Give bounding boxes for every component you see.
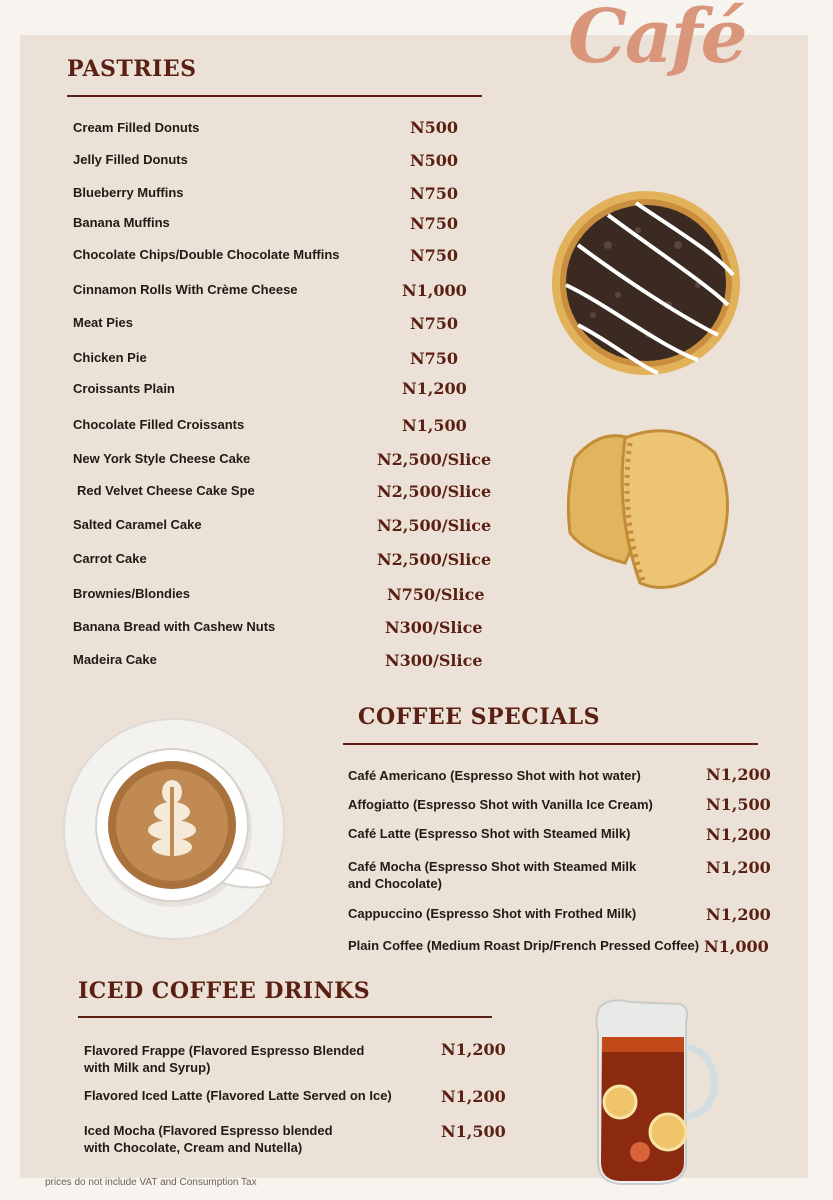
pastry-price: N750 <box>410 184 459 203</box>
iced-rule <box>78 1016 492 1018</box>
pastry-name: Red Velvet Cheese Cake Spe <box>77 483 255 498</box>
meat-pie-image <box>565 423 735 595</box>
pastries-title: PASTRIES <box>67 56 197 82</box>
iced-name: Flavored Frappe (Flavored Espresso Blended with Milk and Syrup) <box>84 1043 365 1075</box>
pastry-name: New York Style Cheese Cake <box>73 451 251 466</box>
coffee-rule <box>343 743 758 745</box>
pastry-name: Cream Filled Donuts <box>73 120 200 135</box>
pastry-name: Jelly Filled Donuts <box>73 152 188 167</box>
coffee-price: N1,200 <box>706 858 771 877</box>
coffee-name: Café Americano (Espresso Shot with hot water) <box>348 768 641 783</box>
pastry-price: N750/Slice <box>387 585 485 604</box>
pastry-price: N1,000 <box>402 281 467 300</box>
iced-name: Flavored Iced Latte (Flavored Latte Served on Ice) <box>84 1088 392 1103</box>
coffee-name: Café Mocha (Espresso Shot with Steamed Milk and Chocolate) <box>348 859 637 891</box>
pastry-price: N500 <box>410 118 459 137</box>
coffee-name: Plain Coffee (Medium Roast Drip/French Pressed Coffee) <box>348 938 700 953</box>
pastry-price: N750 <box>410 314 459 333</box>
pastry-price: N1,500 <box>402 416 467 435</box>
pastry-name: Chicken Pie <box>73 350 147 365</box>
iced-price: N1,500 <box>441 1122 506 1141</box>
pastry-price: N300/Slice <box>385 651 483 670</box>
pastry-name: Madeira Cake <box>73 652 157 667</box>
pastry-name: Meat Pies <box>73 315 133 330</box>
pastry-price: N2,500/Slice <box>377 482 492 501</box>
coffee-name: Affogiatto (Espresso Shot with Vanilla Ice Cream) <box>348 797 653 812</box>
pastry-price: N300/Slice <box>385 618 483 637</box>
pastry-name: Banana Bread with Cashew Nuts <box>73 619 276 634</box>
coffee-price: N1,200 <box>706 825 771 844</box>
iced-tea-pitcher-image <box>590 992 720 1192</box>
coffee-price: N1,200 <box>706 905 771 924</box>
pastry-name: Blueberry Muffins <box>73 185 184 200</box>
cappuccino-image <box>62 717 287 942</box>
pastry-price: N2,500/Slice <box>377 550 492 569</box>
coffee-title: COFFEE SPECIALS <box>358 704 601 730</box>
pastry-price: N750 <box>410 214 459 233</box>
pastry-name: Chocolate Chips/Double Chocolate Muffins <box>73 247 340 262</box>
pastry-name: Banana Muffins <box>73 215 170 230</box>
pastry-price: N1,200 <box>402 379 467 398</box>
pastry-price: N750 <box>410 349 459 368</box>
pastry-name: Chocolate Filled Croissants <box>73 417 245 432</box>
pastries-rule <box>67 95 482 97</box>
coffee-price: N1,500 <box>706 795 771 814</box>
pastry-price: N2,500/Slice <box>377 516 492 535</box>
pastry-name: Croissants Plain <box>73 381 175 396</box>
pastry-price: N2,500/Slice <box>377 450 492 469</box>
iced-price: N1,200 <box>441 1040 506 1059</box>
coffee-price: N1,000 <box>704 937 769 956</box>
iced-name: Iced Mocha (Flavored Espresso blended with Chocolate, Cream and Nutella) <box>84 1123 333 1155</box>
coffee-price: N1,200 <box>706 765 771 784</box>
coffee-name: Cappuccino (Espresso Shot with Frothed Milk) <box>348 906 637 921</box>
pastry-name: Carrot Cake <box>73 551 147 566</box>
pastry-name: Cinnamon Rolls With Crème Cheese <box>73 282 298 297</box>
pastry-price: N500 <box>410 151 459 170</box>
donut-image <box>548 185 744 380</box>
cafe-logo: Café <box>568 0 746 80</box>
iced-title: ICED COFFEE DRINKS <box>78 978 371 1004</box>
vat-footnote: prices do not include VAT and Consumption Tax <box>45 1177 257 1188</box>
pastry-name: Brownies/Blondies <box>73 586 191 601</box>
coffee-name: Café Latte (Espresso Shot with Steamed Milk) <box>348 826 631 841</box>
pastry-price: N750 <box>410 246 459 265</box>
iced-price: N1,200 <box>441 1087 506 1106</box>
pastry-name: Salted Caramel Cake <box>73 517 202 532</box>
